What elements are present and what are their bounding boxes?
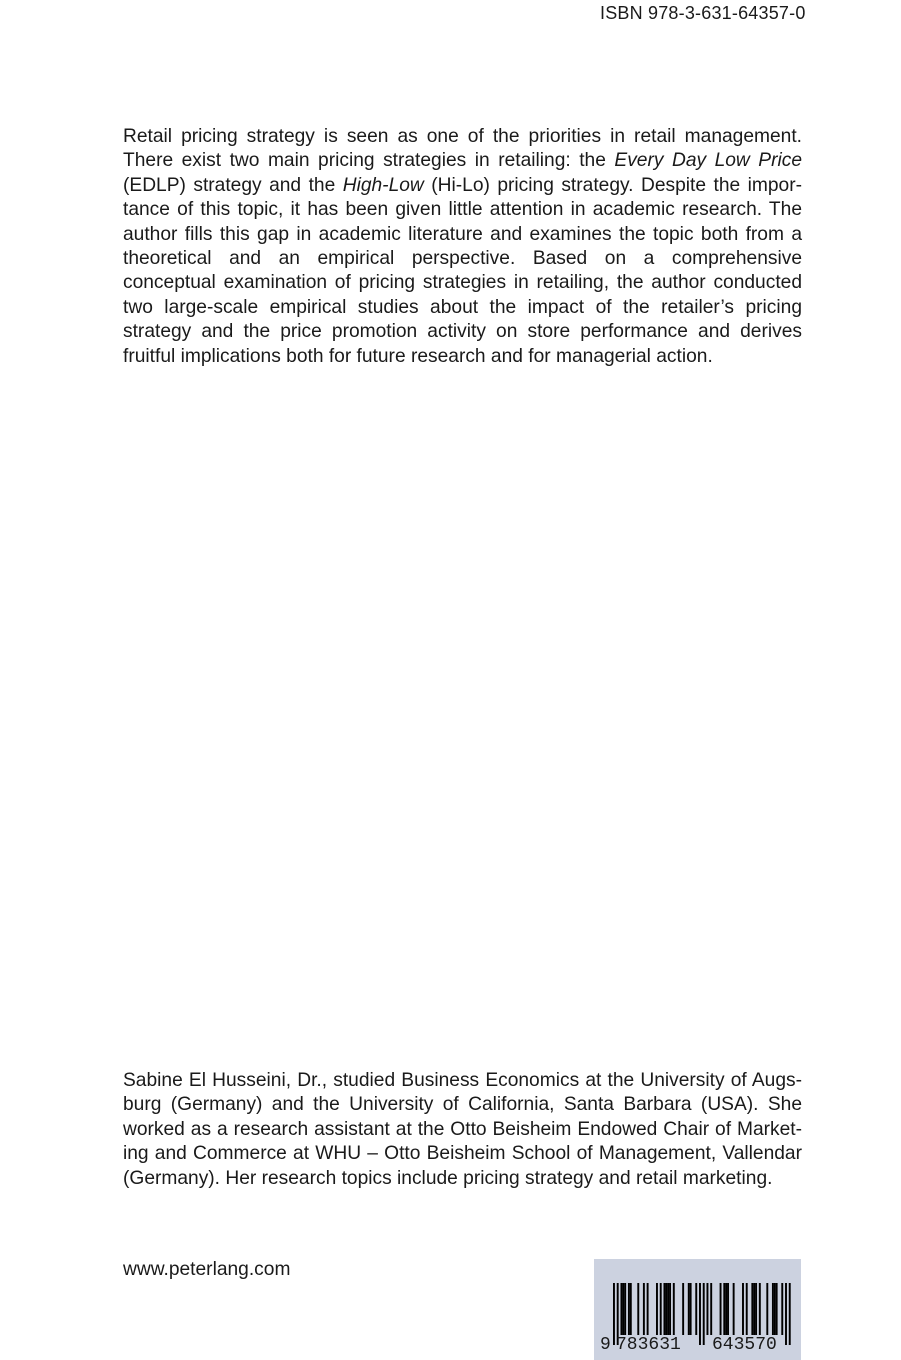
blurb-text-1: Retail pricing strategy is seen as one of the priorities in retail management. There exist two main pricing strategies in retailing: the: [123, 126, 802, 172]
barcode-left-group: 783631: [616, 1335, 681, 1355]
barcode-bar: [667, 1283, 669, 1335]
barcode-bar: [766, 1283, 768, 1335]
barcode-bar: [727, 1283, 729, 1335]
blurb-paragraph: [123, 125, 802, 369]
barcode-bar: [774, 1283, 776, 1335]
barcode-bar: [781, 1283, 783, 1335]
blurb-text-3: (Hi-Lo) pricing strategy. Despite the importance of this topic, it has been given little attention in academic research. The author fills this gap in academic literature and examines the topic both from a theoretical and an empirical perspective. Based on a comprehensive conceptual examination of pricing strategies in retailing, the author conducted two large-scale empirical studies about the impact of the retailer’s pricing strategy and the price promotion activity on store performance and derives fruitful implications both for future research and for managerial action.: [123, 174, 802, 367]
barcode-bar: [620, 1283, 622, 1335]
barcode-bar: [690, 1283, 692, 1335]
barcode-bar: [669, 1283, 671, 1335]
barcode-bar: [643, 1283, 645, 1335]
barcode-bar: [695, 1283, 697, 1335]
barcode-bar: [665, 1283, 667, 1335]
barcode-bar: [682, 1283, 684, 1335]
barcode-bar: [746, 1283, 748, 1335]
barcode-bar: [720, 1283, 722, 1335]
barcode-digits: [594, 1333, 801, 1357]
barcode-bar: [776, 1283, 778, 1335]
author-bio: Sabine El Husseini, Dr., studied Business Economics at the University of Augsburg (Germany) and the University of California, Santa Barbara (USA). She worked as a research assistant at the Otto Beisheim Endowed Chair of Marketing and Commerce at WHU – Otto Beisheim School of Management, Vallendar (Germany). Her research topics include pricing strategy and retail marketing.: [123, 1070, 802, 1189]
barcode-bar: [733, 1283, 735, 1335]
blurb-text-2: (EDLP) strategy and the: [123, 174, 343, 196]
barcode-first-digit: 9: [600, 1335, 611, 1355]
barcode-bar: [622, 1283, 624, 1335]
publisher-website[interactable]: www.peterlang.com: [123, 1259, 291, 1280]
barcode-bar: [663, 1283, 665, 1335]
barcode-bar: [656, 1283, 658, 1335]
barcode-bar: [710, 1283, 712, 1335]
barcode-bar: [647, 1283, 649, 1335]
blurb-emphasis-hilo: High-Low: [342, 174, 424, 196]
barcode-bar: [630, 1283, 632, 1335]
barcode-bar: [755, 1283, 757, 1335]
barcode-bar: [673, 1283, 675, 1335]
barcode-bar: [759, 1283, 761, 1335]
barcode-bar: [660, 1283, 662, 1335]
barcode-right-group: 643570: [712, 1335, 777, 1355]
isbn-barcode: [594, 1259, 801, 1360]
barcode-bar: [772, 1283, 774, 1335]
barcode-bar: [637, 1283, 639, 1335]
barcode-bar: [624, 1283, 626, 1335]
barcode-bar: [725, 1283, 727, 1335]
barcode-bar: [707, 1283, 709, 1335]
barcode-bar: [723, 1283, 725, 1335]
barcode-bar: [751, 1283, 753, 1335]
barcode-bar: [753, 1283, 755, 1335]
barcode-bar: [742, 1283, 744, 1335]
barcode-bar: [688, 1283, 690, 1335]
isbn-label: ISBN 978-3-631-64357-0: [600, 3, 806, 23]
blurb-emphasis-edlp: Every Day Low Price: [614, 150, 803, 172]
barcode-bar: [628, 1283, 630, 1335]
